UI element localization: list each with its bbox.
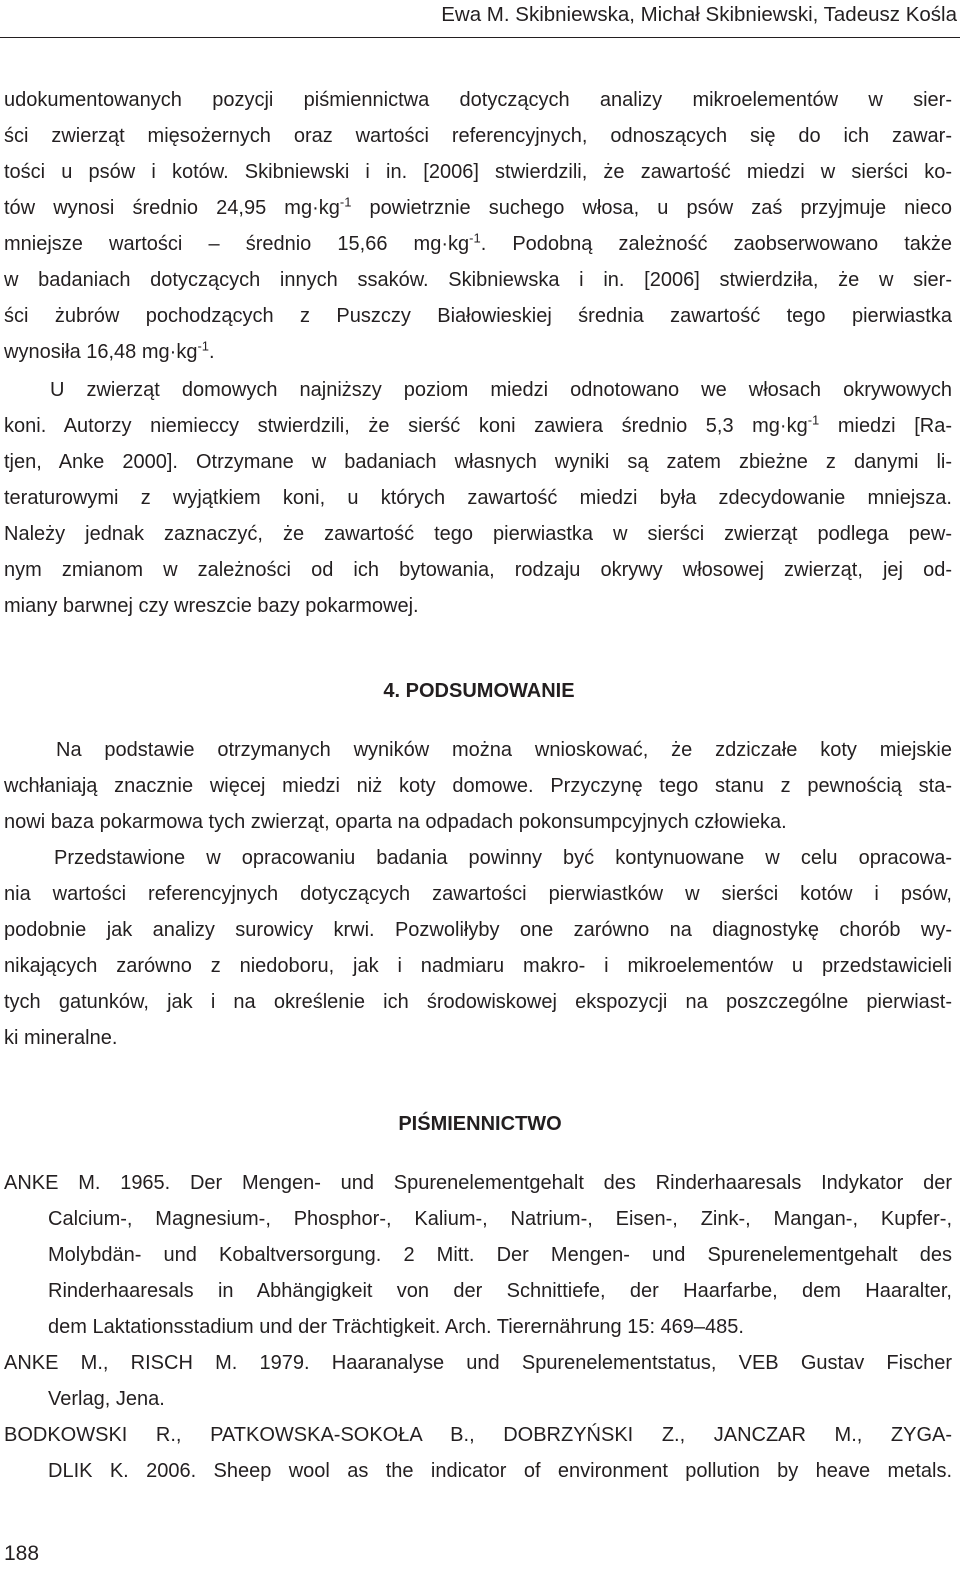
text-line: Należy jednak zaznaczyć, że zawartość tego pierwiastka w sierści zwierząt podlega pew- xyxy=(4,523,952,545)
text-line: Molybdän- und Kobaltversorgung. 2 Mitt. Der Mengen- und Spurenelementgehalt des xyxy=(48,1244,952,1266)
text-line: Verlag, Jena. xyxy=(48,1388,165,1410)
text-line: dem Laktationsstadium und der Trächtigkeit. Arch. Tierernährung 15: 469–485. xyxy=(48,1316,744,1338)
text-line: koni. Autorzy niemieccy stwierdzili, że sierść koni zawiera średnio 5,3 $mg\cdot kg^{-1}$ miedzi [Ra- xyxy=(4,412,952,437)
text-line: udokumentowanych pozycji piśmiennictwa dotyczących analizy mikroelementów w sier- xyxy=(4,89,952,111)
text-line: U zwierząt domowych najniższy poziom miedzi odnotowano we włosach okrywowych xyxy=(50,379,952,401)
text-line: nowi baza pokarmowa tych zwierząt, oparta na odpadach pokonsumpcyjnych człowieka. xyxy=(4,811,787,833)
text-line: tych gatunków, jak i na określenie ich środowiskowej ekspozycji na poszczególne pierwiast- xyxy=(4,991,952,1013)
text-line: wynosiła 16,48 $mg\cdot kg^{-1}$. xyxy=(4,338,215,363)
text-line: Na podstawie otrzymanych wyników można wnioskować, że zdziczałe koty miejskie xyxy=(56,739,952,761)
page-number: 188 xyxy=(4,1542,40,1565)
text-line: tów wynosi średnio 24,95 $mg\cdot kg^{-1}$ powietrznie suchego włosa, u psów zaś przyjmuje nieco xyxy=(4,194,952,219)
text-line: BODKOWSKI R., PATKOWSKA-SOKOŁA B., DOBRZYŃSKI Z., JANCZAR M., ZYGA- xyxy=(4,1424,952,1446)
running-head: Ewa M. Skibniewska, Michał Skibniewski, Tadeusz Kośla xyxy=(441,3,957,26)
text-line: w badaniach dotyczących innych ssaków. Skibniewska i in. [2006] stwierdziła, że w sier- xyxy=(4,269,952,291)
references-list xyxy=(4,1165,952,1489)
text-line: DLIK K. 2006. Sheep wool as the indicator of environment pollution by heave metals. xyxy=(48,1460,952,1482)
text-line: mniejsze wartości – średnio 15,66 $mg\cdot kg^{-1}$. Podobną zależność zaobserwowano także xyxy=(4,230,952,255)
text-line: Rinderhaaresals in Abhängigkeit von der Schnittiefe, der Haarfarbe, dem Haaralter, xyxy=(48,1280,952,1302)
text-line: Calcium-, Magnesium-, Phosphor-, Kalium-, Natrium-, Eisen-, Zink-, Mangan-, Kupfer-, xyxy=(48,1208,952,1230)
reference-item xyxy=(4,1345,952,1417)
summary-paragraph-2 xyxy=(4,840,952,1056)
summary-paragraph-1 xyxy=(4,732,952,840)
text-line: nia wartości referencyjnych dotyczących zawartości pierwiastków w sierści kotów i psów, xyxy=(4,883,952,905)
text-line: ści zwierząt mięsożernych oraz wartości referencyjnych, odnoszących się do ich zawar- xyxy=(4,125,952,147)
text-line: tości u psów i kotów. Skibniewski i in. [2006] stwierdzili, że zawartość miedzi w sierści ko- xyxy=(4,161,952,183)
text-line: ki mineralne. xyxy=(4,1027,118,1049)
header-rule xyxy=(0,37,960,38)
text-line: teraturowymi z wyjątkiem koni, u których zawartość miedzi była zdecydowanie mniejsza. xyxy=(4,487,952,509)
text-line: miany barwnej czy wreszcie bazy pokarmowej. xyxy=(4,595,419,617)
text-line: ANKE M., RISCH M. 1979. Haaranalyse und Spurenelementstatus, VEB Gustav Fischer xyxy=(4,1352,952,1374)
text-line: wchłaniają znacznie więcej miedzi niż koty domowe. Przyczynę tego stanu z pewnością sta- xyxy=(4,775,952,797)
section-heading-summary: 4. PODSUMOWANIE xyxy=(383,680,575,702)
text-line: podobnie jak analizy surowicy krwi. Pozwoliłyby one zarówno na diagnostykę chorób wy- xyxy=(4,919,952,941)
section-heading-references: PIŚMIENNICTWO xyxy=(398,1113,562,1135)
body-paragraph-2 xyxy=(4,372,952,624)
text-line: nikających zarówno z niedoboru, jak i nadmiaru makro- i mikroelementów u przedstawicieli xyxy=(4,955,952,977)
text-line: tjen, Anke 2000]. Otrzymane w badaniach własnych wyniki są zatem zbieżne z danymi li- xyxy=(4,451,952,473)
text-line: ści żubrów pochodzących z Puszczy Białowieskiej średnia zawartość tego pierwiastka xyxy=(4,305,952,327)
reference-item xyxy=(4,1417,952,1489)
body-paragraph-1 xyxy=(4,82,952,370)
text-line: ANKE M. 1965. Der Mengen- und Spurenelementgehalt des Rinderhaaresals Indykator der xyxy=(4,1172,952,1194)
text-line: nym zmianom w zależności od ich bytowania, rodzaju okrywy włosowej zwierząt, jej od- xyxy=(4,559,952,581)
text-line: Przedstawione w opracowaniu badania powinny być kontynuowane w celu opracowa- xyxy=(54,847,952,869)
reference-item xyxy=(4,1165,952,1345)
